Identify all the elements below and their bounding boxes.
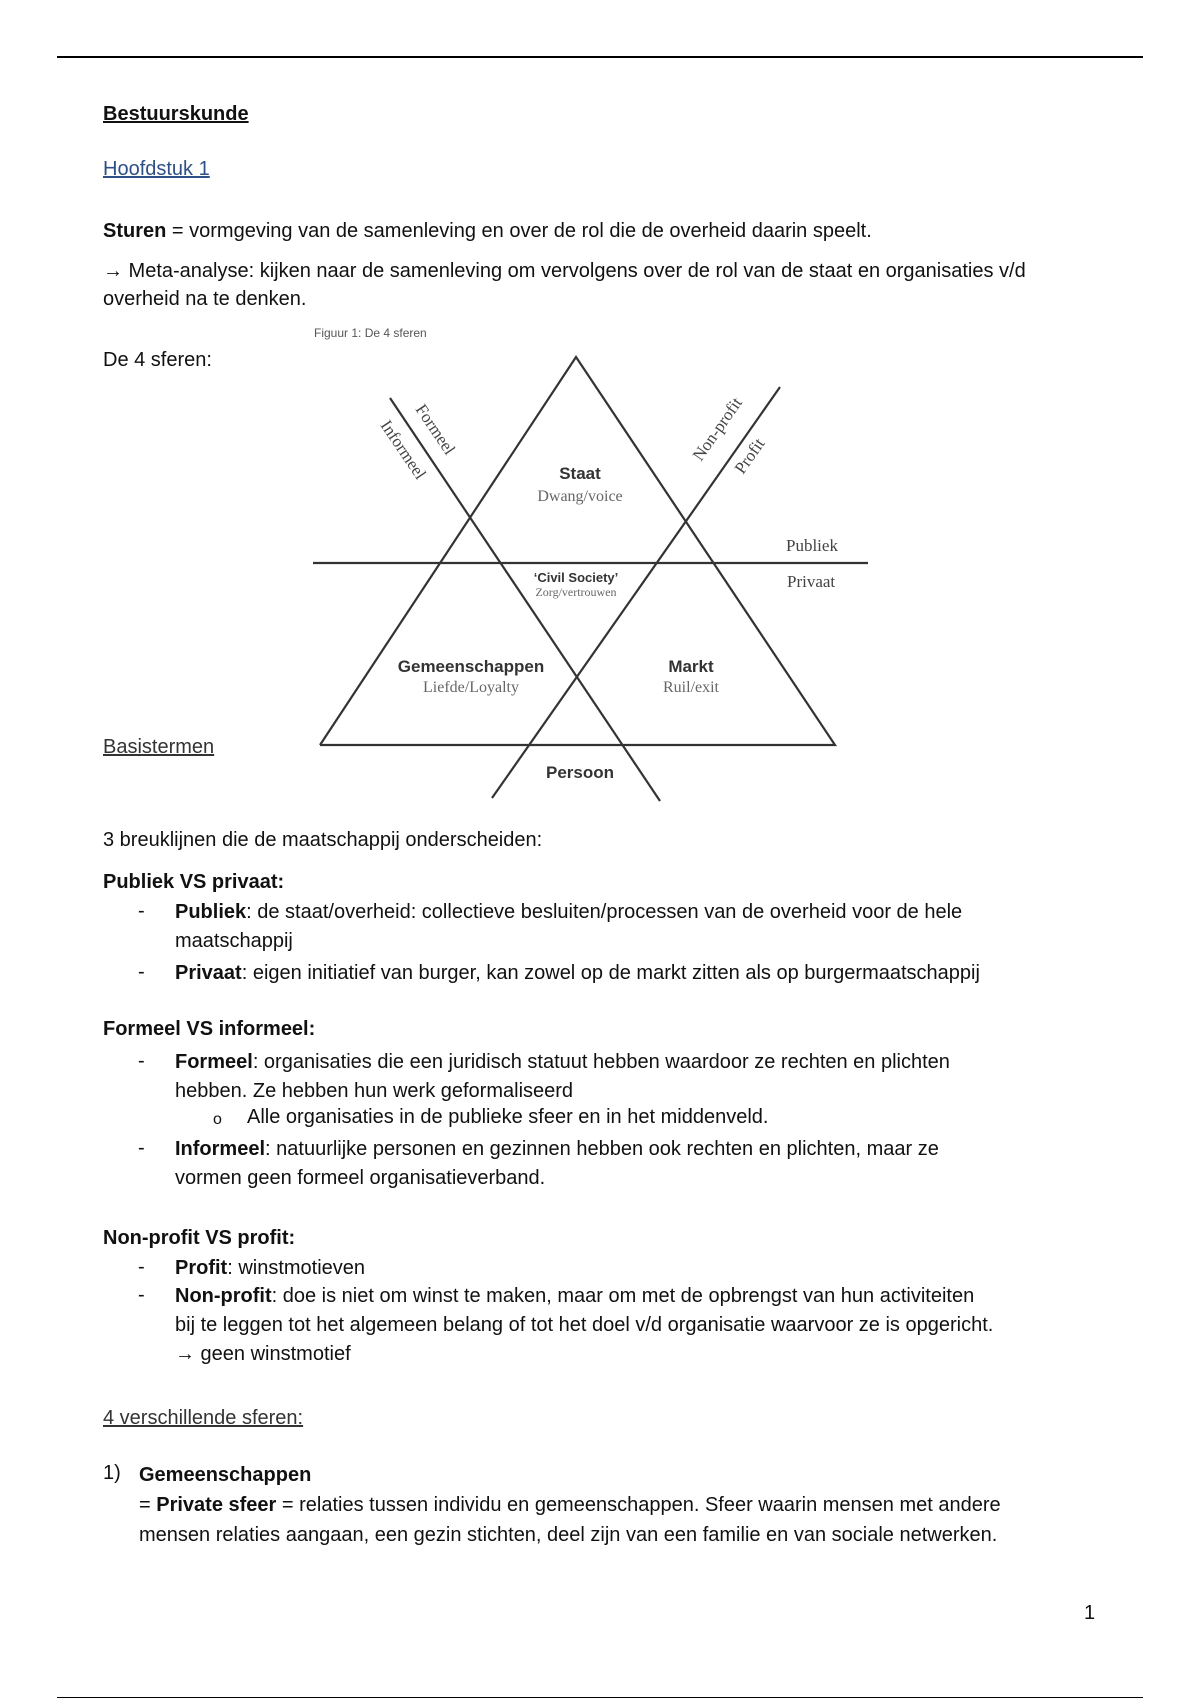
civil-society-sub-label: Zorg/vertrouwen <box>535 585 617 599</box>
staat-label: Staat <box>559 464 601 483</box>
arrow-icon: → <box>175 1343 195 1365</box>
privaat-term: Privaat <box>175 962 242 984</box>
nonprofit-item <box>175 1282 1105 1369</box>
formeel-text-cont: hebben. Ze hebben hun werk geformaliseerd <box>175 1080 574 1102</box>
publiek-privaat-heading: Publiek VS privaat: <box>103 871 285 893</box>
formeel-item <box>175 1048 1105 1106</box>
meta-analysis <box>103 257 1103 313</box>
formeel-line <box>390 398 660 801</box>
figure-caption: Figuur 1: De 4 sferen <box>314 326 427 340</box>
list-prefix: = <box>139 1494 157 1516</box>
publiek-text: : de staat/overheid: collectieve besluiten/processen van de overheid voor de hele <box>246 901 963 923</box>
informeel-item <box>175 1135 1105 1193</box>
spheres-label: De 4 sferen: <box>103 349 212 371</box>
formeel-label: Formeel <box>411 400 460 459</box>
bullet-dash: - <box>138 1050 145 1072</box>
sturen-term: Sturen <box>103 220 167 242</box>
four-spheres-diagram <box>300 320 880 810</box>
informeel-label: Informeel <box>376 416 430 483</box>
bullet-dash: - <box>138 1137 145 1159</box>
nonprofit-text-arrow: geen winstmotief <box>195 1343 351 1365</box>
profit-item <box>175 1254 1105 1283</box>
breuklijnen-intro: 3 breuklijnen die de maatschappij onderscheiden: <box>103 829 543 851</box>
formeel-text: : organisaties die een juridisch statuut hebben waardoor ze rechten en plichten <box>252 1051 950 1073</box>
publiek-term: Publiek <box>175 901 247 923</box>
nonprofit-label: Non-profit <box>688 393 746 465</box>
gemeenschappen-item <box>139 1460 1099 1550</box>
chapter-heading[interactable]: Hoofdstuk 1 <box>103 158 210 180</box>
persoon-label: Persoon <box>545 763 615 782</box>
markt-label: Markt <box>668 657 714 676</box>
formeel-subitem: Alle organisaties in de publieke sfeer en in het middenveld. <box>247 1106 769 1128</box>
nonprofit-profit-heading: Non-profit VS profit: <box>103 1227 296 1249</box>
privaat-item <box>175 959 1105 988</box>
privaat-text: : eigen initiatief van burger, kan zowel op de markt zitten als op burgermaatschappij <box>241 962 980 984</box>
gemeenschappen-text: = relaties tussen individu en gemeenschappen. Sfeer waarin mensen met andere <box>276 1494 1001 1516</box>
meta-text: Meta-analyse: kijken naar de samenleving om vervolgens over de rol van de staat en organisaties v/d overheid na te denken. <box>103 260 1026 310</box>
bullet-dash: - <box>138 900 145 922</box>
bullet-dash: - <box>138 1256 145 1278</box>
informeel-text-cont: vormen geen formeel organisatieverband. <box>175 1167 546 1189</box>
gemeenschappen-label: Gemeenschappen <box>397 657 545 676</box>
formeel-term: Formeel <box>175 1051 253 1073</box>
publiek-label: Publiek <box>786 536 838 555</box>
sturen-text: = vormgeving van de samenleving en over de rol die de overheid daarin speelt. <box>166 220 872 242</box>
private-sfeer-term: Private sfeer <box>156 1494 277 1516</box>
header-rule <box>57 56 1143 58</box>
civil-society-label: ‘Civil Society’ <box>533 570 619 585</box>
staat-sub-label: Dwang/voice <box>537 488 623 505</box>
page-number: 1 <box>1084 1602 1096 1624</box>
nonprofit-term: Non-profit <box>175 1285 272 1307</box>
sub-bullet-icon: o <box>213 1111 222 1128</box>
privaat-label: Privaat <box>787 572 836 591</box>
bullet-dash: - <box>138 1284 145 1306</box>
publiek-item <box>175 898 1105 956</box>
informeel-term: Informeel <box>175 1138 266 1160</box>
basistermen-heading: Basistermen <box>103 736 215 758</box>
gemeenschappen-text-cont: mensen relaties aangaan, een gezin stichten, deel zijn van een familie en van sociale netwerken. <box>139 1524 998 1546</box>
arrow-icon: → <box>103 260 123 282</box>
document-title: Bestuurskunde <box>103 103 249 125</box>
markt-sub-label: Ruil/exit <box>663 679 719 696</box>
list-number: 1) <box>103 1462 121 1484</box>
nonprofit-text-cont: bij te leggen tot het algemeen belang of tot het doel v/d organisatie waarvoor ze is opgericht. <box>175 1314 994 1336</box>
sferen-heading: 4 verschillende sferen: <box>103 1407 304 1429</box>
bullet-dash: - <box>138 961 145 983</box>
gemeenschappen-sub-label: Liefde/Loyalty <box>423 679 519 696</box>
sturen-definition <box>103 217 1103 245</box>
formeel-informeel-heading: Formeel VS informeel: <box>103 1018 316 1040</box>
publiek-text-cont: maatschappij <box>175 930 293 952</box>
footer-rule <box>57 1697 1143 1698</box>
gemeenschappen-title: Gemeenschappen <box>139 1464 312 1486</box>
profit-term: Profit <box>175 1257 228 1279</box>
profit-label: Profit <box>730 434 769 478</box>
nonprofit-text: : doe is niet om winst te maken, maar om met de opbrengst van hun activiteiten <box>271 1285 975 1307</box>
profit-text: : winstmotieven <box>227 1257 366 1279</box>
upright-triangle <box>320 357 835 745</box>
informeel-text: : natuurlijke personen en gezinnen hebben ook rechten en plichten, maar ze <box>265 1138 939 1160</box>
